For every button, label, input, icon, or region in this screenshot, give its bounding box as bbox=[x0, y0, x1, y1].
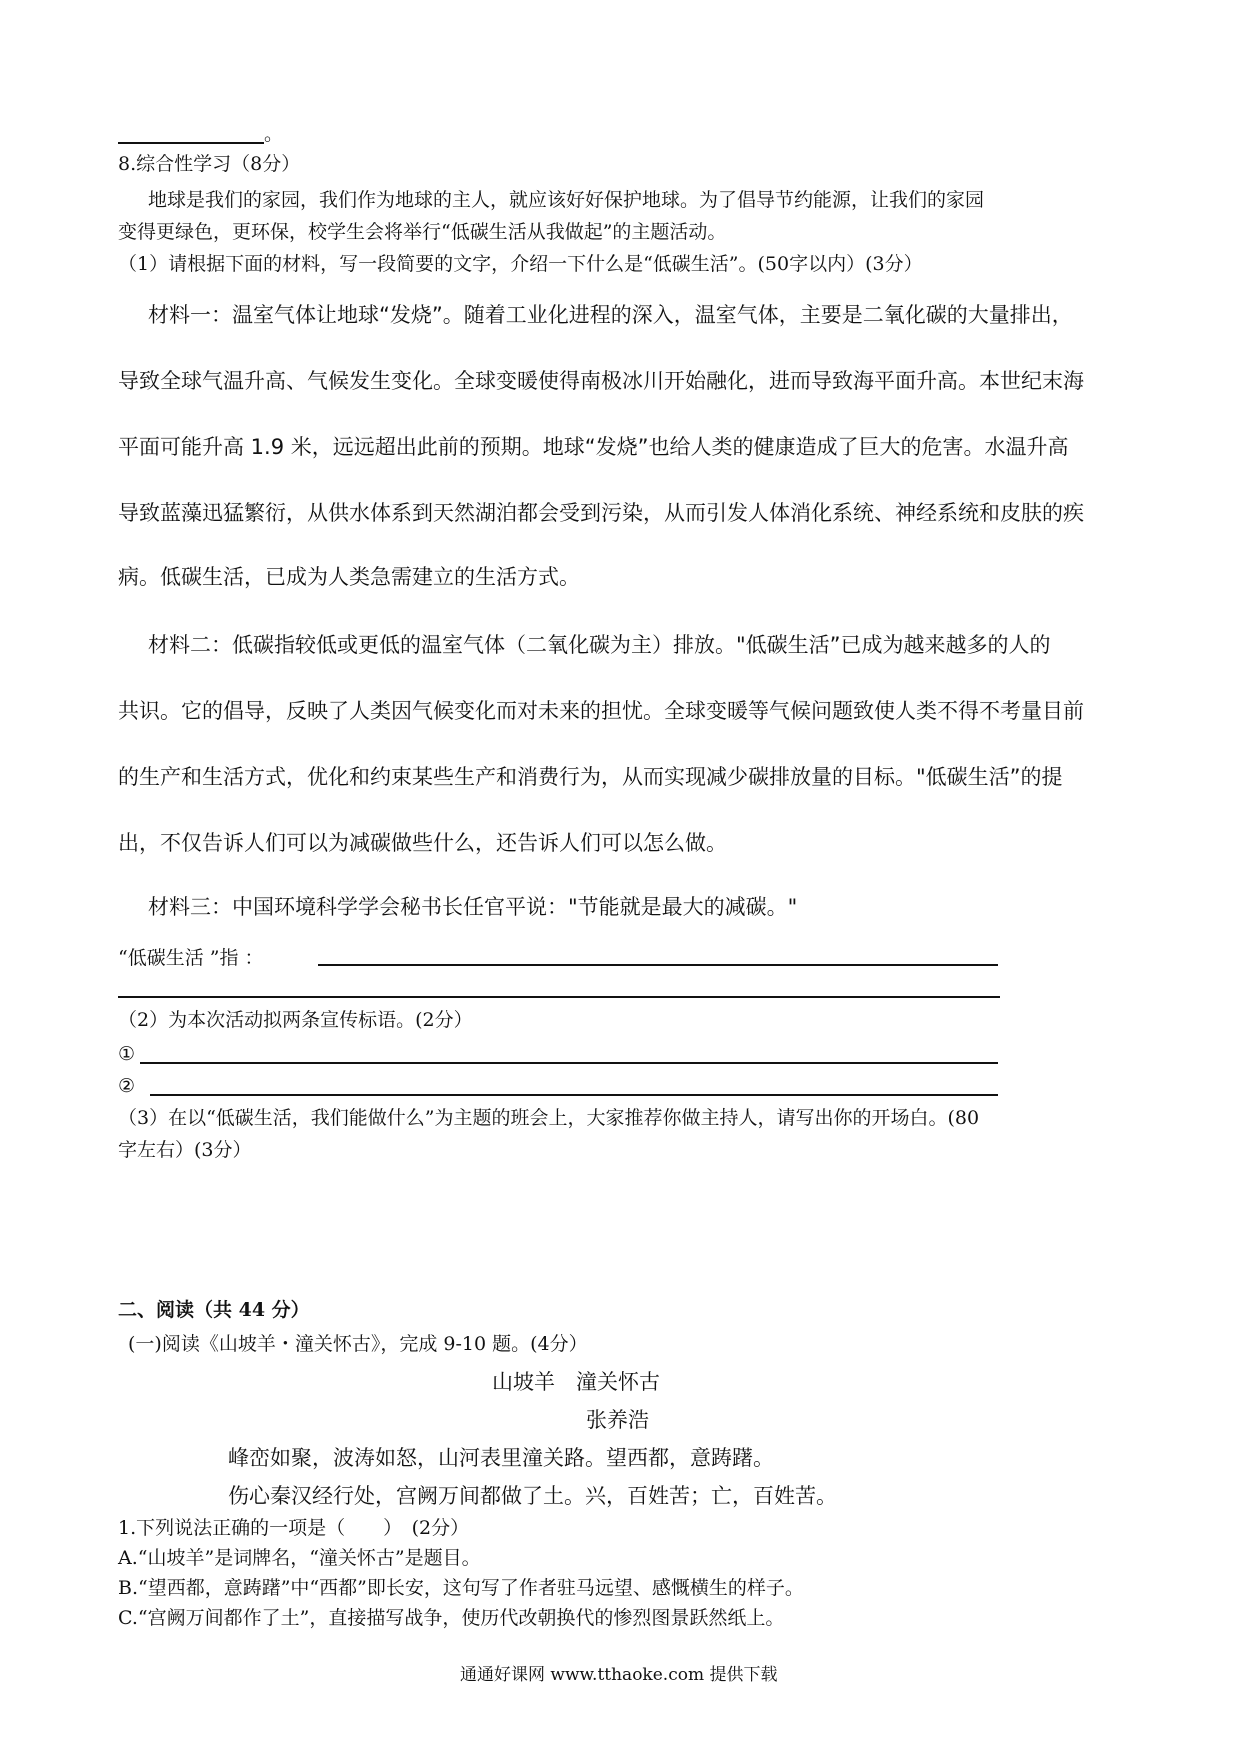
slogan1-marker: ① bbox=[118, 1043, 136, 1065]
option-c[interactable]: C.“宫阙万间都作了土”，直接描写战争，使历代改朝换代的惨烈图景跃然纸上。 bbox=[118, 1607, 785, 1629]
q8-sub3-line2: 字左右）(3分） bbox=[118, 1139, 252, 1161]
slogan-line-1[interactable] bbox=[140, 1062, 998, 1064]
material1-line1: 材料一：温室气体让地球“发烧”。随着工业化进程的深入，温室气体，主要是二氧化碳的大量排出， bbox=[148, 303, 1073, 327]
section2-part1: (一)阅读《山坡羊・潼关怀古》，完成 9-10 题。(4分） bbox=[128, 1333, 588, 1355]
material1-line5: 病。低碳生活，已成为人类急需建立的生活方式。 bbox=[118, 565, 580, 589]
q8-intro-line2: 变得更绿色，更环保，校学生会将举行“低碳生活从我做起”的主题活动。 bbox=[118, 221, 727, 243]
top-period: 。 bbox=[264, 123, 284, 145]
q8-title: 8.综合性学习（8分） bbox=[118, 153, 301, 175]
q8-sub1: （1）请根据下面的材料，写一段简要的文字，介绍一下什么是“低碳生活”。(50字以内）(3分） bbox=[118, 253, 923, 275]
section2-title: 二、阅读（共 44 分） bbox=[118, 1299, 310, 1321]
material1-line3: 平面可能升高 1.9 米，远远超出此前的预期。地球“发烧”也给人类的健康造成了巨大的危害。水温升高 bbox=[118, 435, 1069, 459]
reading-q1: 1.下列说法正确的一项是（ ） (2分） bbox=[118, 1517, 470, 1539]
answer-line-1[interactable] bbox=[318, 964, 998, 966]
material2-line4: 出，不仅告诉人们可以为减碳做些什么，还告诉人们可以怎么做。 bbox=[118, 831, 727, 855]
q8-sub3-line1: （3）在以“低碳生活，我们能做什么”为主题的班会上，大家推荐你做主持人，请写出你的开场白。(80 bbox=[118, 1107, 980, 1129]
material2-line3: 的生产和生活方式，优化和约束某些生产和消费行为，从而实现减少碳排放量的目标。"低碳生活”的提 bbox=[118, 765, 1063, 789]
poem-line1: 峰峦如聚，波涛如怒，山河表里潼关路。望西都，意踌躇。 bbox=[228, 1446, 774, 1470]
poem-author: 张养浩 bbox=[586, 1408, 649, 1432]
slogan-line-2[interactable] bbox=[150, 1094, 998, 1096]
answer-line-2[interactable] bbox=[118, 996, 1000, 998]
q8-sub2: （2）为本次活动拟两条宣传标语。(2分） bbox=[118, 1009, 473, 1031]
material2-line2: 共识。它的倡导，反映了人类因气候变化而对未来的担忧。全球变暖等气候问题致使人类不得不考量目前 bbox=[118, 699, 1084, 723]
material1-line4: 导致蓝藻迅猛繁衍，从供水体系到天然湖泊都会受到污染，从而引发人体消化系统、神经系统和皮肤的疾 bbox=[118, 501, 1084, 525]
material2-line1: 材料二：低碳指较低或更低的温室气体（二氧化碳为主）排放。"低碳生活”已成为越来越多的人的 bbox=[148, 633, 1051, 657]
material1-line2: 导致全球气温升高、气候发生变化。全球变暖使得南极冰川开始融化，进而导致海平面升高。本世纪末海 bbox=[118, 369, 1084, 393]
poem-line2: 伤心秦汉经行处，宫阙万间都做了土。兴，百姓苦；亡，百姓苦。 bbox=[228, 1484, 837, 1508]
option-a[interactable]: A.“山坡羊”是词牌名，“潼关怀古”是题目。 bbox=[118, 1547, 481, 1569]
slogan2-marker: ② bbox=[118, 1075, 136, 1097]
top-answer-line bbox=[118, 142, 264, 144]
material3: 材料三：中国环境科学学会秘书长任官平说："节能就是最大的减碳。" bbox=[148, 895, 798, 919]
poem-title: 山坡羊 潼关怀古 bbox=[492, 1370, 660, 1394]
option-b[interactable]: B.“望西都，意踌躇”中“西都”即长安，这句写了作者驻马远望、感慨横生的样子。 bbox=[118, 1577, 804, 1599]
footer-watermark: 通通好课网 www.tthaoke.com 提供下载 bbox=[460, 1665, 778, 1685]
q8-intro-line1: 地球是我们的家园，我们作为地球的主人，就应该好好保护地球。为了倡导节约能源，让我们的家园 bbox=[148, 189, 985, 211]
low-carbon-answer-label: “低碳生活 ”指 ： bbox=[118, 947, 264, 969]
